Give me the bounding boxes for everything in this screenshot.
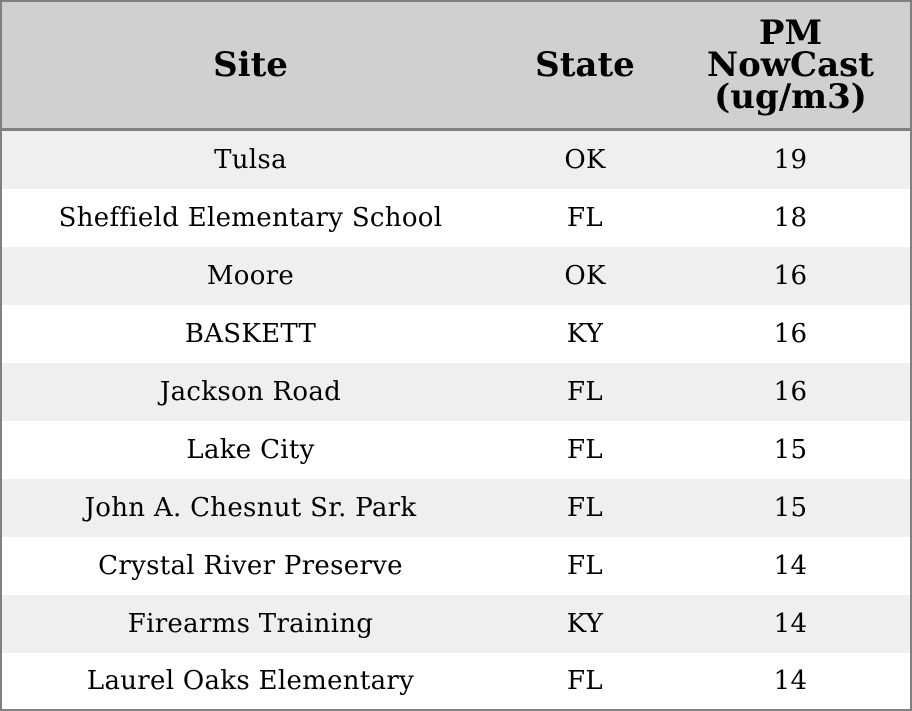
cell-site: Moore <box>2 247 499 305</box>
table-row <box>2 363 910 421</box>
cell-site: Tulsa <box>2 130 499 190</box>
cell-state: KY <box>499 305 671 363</box>
cell-pm-nowcast: 14 <box>671 653 910 709</box>
cell-pm-nowcast: 16 <box>671 363 910 421</box>
cell-state: OK <box>499 247 671 305</box>
header-row <box>2 2 910 130</box>
table-row <box>2 189 910 247</box>
table-row <box>2 247 910 305</box>
cell-state: OK <box>499 130 671 190</box>
cell-state: FL <box>499 421 671 479</box>
cell-pm-nowcast: 18 <box>671 189 910 247</box>
cell-site: Sheffield Elementary School <box>2 189 499 247</box>
cell-site: John A. Chesnut Sr. Park <box>2 479 499 537</box>
column-header-pm-nowcast <box>671 2 910 130</box>
table-row <box>2 537 910 595</box>
table-row <box>2 130 910 190</box>
cell-site: Lake City <box>2 421 499 479</box>
cell-site: BASKETT <box>2 305 499 363</box>
table-row <box>2 421 910 479</box>
table-row <box>2 653 910 709</box>
column-header-state: State <box>499 2 671 130</box>
column-header-pm-line-2: NowCast <box>707 45 874 85</box>
cell-state: FL <box>499 479 671 537</box>
table-body <box>2 130 910 710</box>
cell-state: FL <box>499 653 671 709</box>
column-header-pm-line-1: PM <box>758 13 823 53</box>
data-table <box>2 2 910 709</box>
cell-pm-nowcast: 16 <box>671 247 910 305</box>
cell-pm-nowcast: 16 <box>671 305 910 363</box>
cell-state: FL <box>499 537 671 595</box>
cell-site: Jackson Road <box>2 363 499 421</box>
cell-pm-nowcast: 14 <box>671 595 910 653</box>
cell-pm-nowcast: 14 <box>671 537 910 595</box>
cell-state: KY <box>499 595 671 653</box>
cell-state: FL <box>499 363 671 421</box>
table-row <box>2 595 910 653</box>
cell-pm-nowcast: 19 <box>671 130 910 190</box>
column-header-site: Site <box>2 2 499 130</box>
cell-site: Firearms Training <box>2 595 499 653</box>
cell-site: Laurel Oaks Elementary <box>2 653 499 709</box>
table-row <box>2 479 910 537</box>
cell-pm-nowcast: 15 <box>671 421 910 479</box>
cell-pm-nowcast: 15 <box>671 479 910 537</box>
table-row <box>2 305 910 363</box>
cell-state: FL <box>499 189 671 247</box>
column-header-pm-line-3: (ug/m3) <box>714 77 867 117</box>
table-header <box>2 2 910 130</box>
cell-site: Crystal River Preserve <box>2 537 499 595</box>
